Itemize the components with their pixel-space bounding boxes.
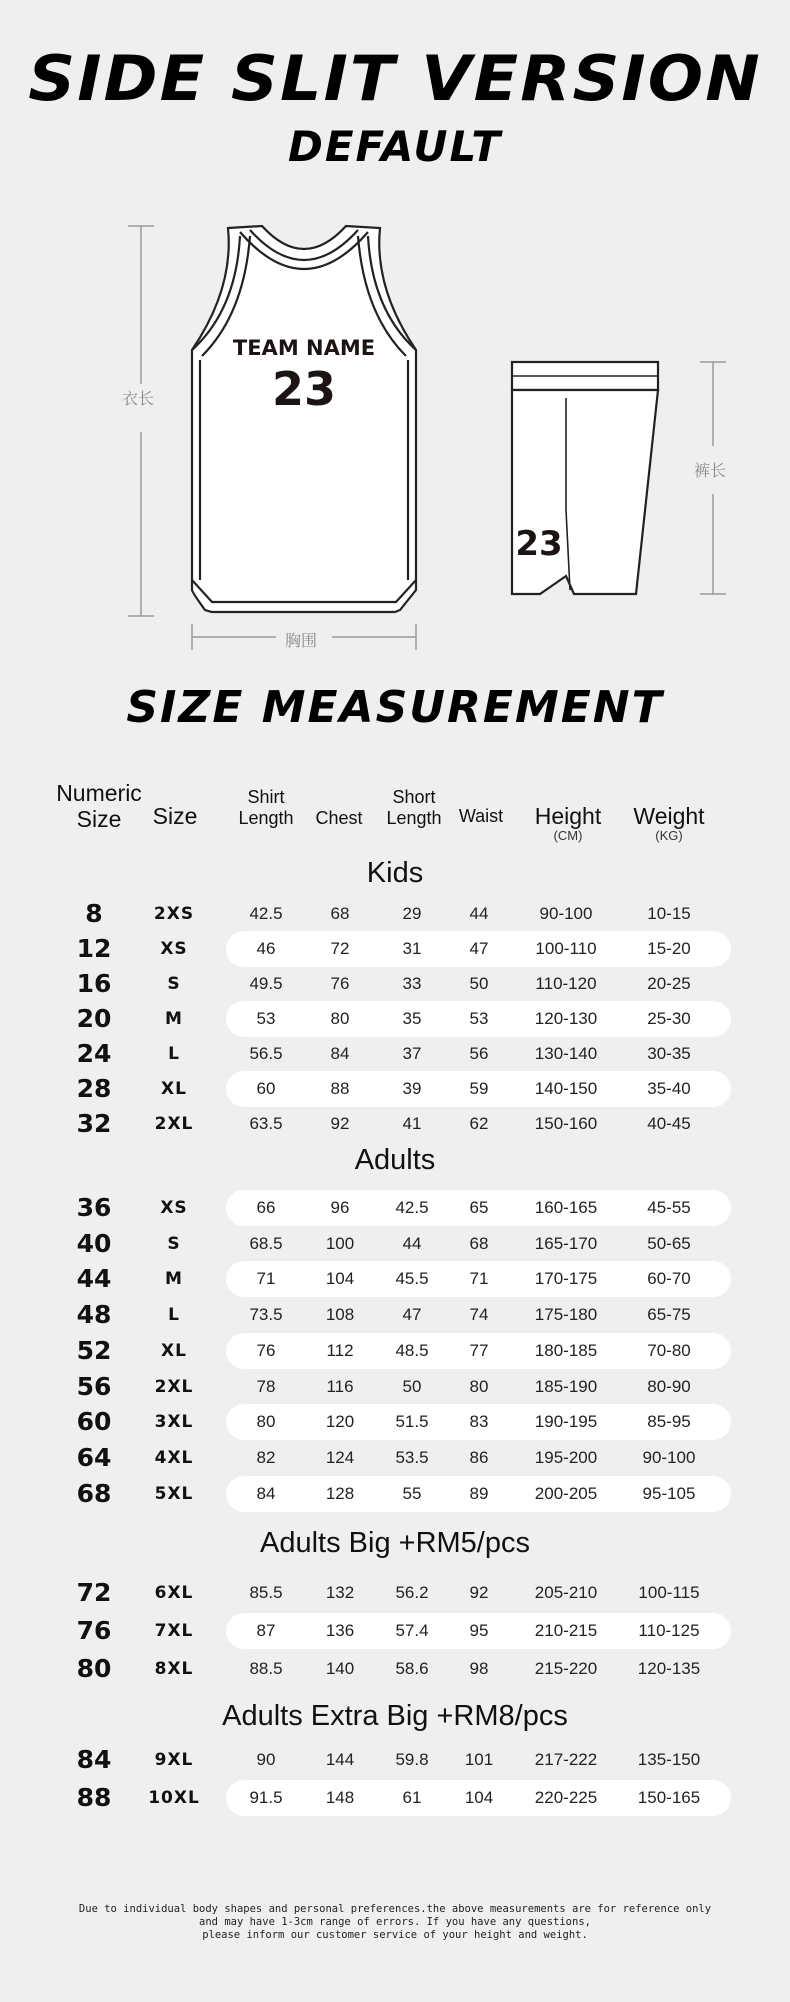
chest-cell: 104 [325, 1269, 355, 1289]
shirt-length-cell: 85.5 [249, 1583, 283, 1602]
weight-cell: 10-15 [647, 904, 691, 923]
waist-cell: 89 [469, 1483, 489, 1503]
numeric-size-cell: 88 [76, 1783, 112, 1812]
short-length-cell: 35 [402, 1009, 422, 1028]
table-row [0, 1476, 790, 1512]
jersey-team-name: TEAM NAME [232, 336, 376, 360]
numeric-size-cell: 48 [76, 1300, 112, 1330]
size-code-cell: M [165, 1269, 183, 1290]
section-title: Adults Extra Big +RM8/pcs [222, 1700, 568, 1732]
waist-cell: 77 [469, 1340, 489, 1360]
chest-cell: 76 [330, 974, 350, 993]
shorts-number: 23 [515, 524, 563, 564]
numeric-size-cell: 64 [76, 1442, 112, 1472]
chest-cell: 116 [326, 1376, 354, 1396]
short-length-cell: 41 [402, 1114, 422, 1133]
header-waist: Waist [458, 806, 504, 826]
height-cell: 110-120 [535, 974, 597, 993]
shirt-length-cell: 71 [256, 1269, 276, 1289]
shirt-length-cell: 60 [256, 1079, 276, 1098]
size-code-cell: XL [161, 1340, 187, 1361]
waist-cell: 74 [469, 1305, 489, 1325]
numeric-size-cell: 60 [76, 1407, 112, 1437]
short-length-cell: 33 [402, 974, 422, 993]
short-length-cell: 55 [402, 1483, 422, 1503]
size-code-cell: S [167, 1233, 181, 1254]
shirt-length-cell: 80 [256, 1412, 276, 1432]
height-cell: 120-130 [534, 1009, 598, 1028]
sub-title: DEFAULT [287, 122, 502, 171]
table-row [0, 1369, 790, 1405]
weight-cell: 45-55 [647, 1198, 691, 1217]
height-cell: 165-170 [534, 1233, 598, 1253]
chest-cell: 148 [325, 1788, 355, 1807]
weight-cell: 65-75 [647, 1305, 691, 1325]
table-row [0, 1071, 790, 1107]
height-cell: 190-195 [534, 1412, 598, 1432]
section-title: Adults Big +RM5/pcs [260, 1527, 530, 1559]
header-numeric-size: Numeric Size [56, 780, 142, 833]
chest-cell: 136 [325, 1621, 355, 1640]
weight-cell: 40-45 [647, 1114, 691, 1133]
short-length-cell: 31 [402, 939, 422, 958]
numeric-size-cell: 52 [76, 1335, 112, 1365]
pants-label: 裤长 [694, 461, 727, 480]
table-row [0, 1261, 790, 1297]
chest-cell: 144 [325, 1750, 355, 1769]
chest-cell: 140 [325, 1659, 355, 1678]
height-cell: 195-200 [534, 1447, 598, 1467]
weight-cell: 25-30 [647, 1009, 691, 1028]
shirt-length-cell: 66 [256, 1198, 276, 1217]
size-code-cell: S [167, 974, 181, 994]
waist-cell: 62 [469, 1114, 489, 1133]
size-code-cell: L [168, 1044, 180, 1064]
shirt-length-cell: 91.5 [249, 1788, 283, 1807]
section-title: Kids [366, 857, 424, 889]
section-title: Adults [354, 1144, 436, 1176]
size-code-cell: M [165, 1009, 183, 1029]
waist-cell: 104 [464, 1788, 494, 1807]
size-code-cell: 6XL [154, 1583, 194, 1603]
waist-cell: 47 [469, 939, 489, 958]
size-code-cell: XL [161, 1079, 187, 1099]
shirt-length-cell: 87 [256, 1621, 276, 1640]
table-row [0, 1333, 790, 1369]
size-code-cell: L [168, 1305, 180, 1326]
chest-cell: 112 [326, 1340, 354, 1360]
shirt-length-cell: 73.5 [249, 1305, 283, 1325]
table-row [0, 1106, 790, 1142]
numeric-size-cell: 40 [76, 1228, 112, 1258]
short-length-cell: 53.5 [395, 1447, 429, 1467]
table-row [0, 1001, 790, 1037]
waist-cell: 44 [469, 904, 489, 923]
weight-cell: 50-65 [647, 1233, 691, 1253]
short-length-cell: 58.6 [395, 1659, 429, 1678]
short-length-cell: 57.4 [395, 1621, 429, 1640]
weight-cell: 90-100 [642, 1447, 696, 1467]
table-row [0, 1036, 790, 1072]
waist-cell: 95 [469, 1621, 489, 1640]
header-size: Size [152, 803, 198, 829]
weight-cell: 80-90 [647, 1376, 691, 1396]
numeric-size-cell: 80 [76, 1654, 112, 1683]
shirt-length-cell: 68.5 [249, 1233, 283, 1253]
chest-cell: 124 [325, 1447, 355, 1467]
short-length-cell: 59.8 [395, 1750, 429, 1769]
weight-cell: 95-105 [642, 1483, 696, 1503]
shirt-length-cell: 82 [256, 1447, 276, 1467]
table-row [0, 1297, 790, 1333]
size-code-cell: 4XL [154, 1447, 194, 1468]
short-length-cell: 42.5 [395, 1198, 429, 1217]
size-code-cell: 2XS [153, 904, 195, 924]
chest-cell: 72 [330, 939, 350, 958]
waist-cell: 92 [469, 1583, 489, 1602]
shirt-length-cell: 84 [256, 1483, 276, 1503]
shirt-length-cell: 42.5 [249, 904, 283, 923]
waist-cell: 56 [469, 1044, 489, 1063]
table-row [0, 1575, 790, 1611]
waist-cell: 65 [469, 1198, 489, 1217]
table-row [0, 1404, 790, 1440]
size-code-cell: 7XL [154, 1621, 194, 1641]
table-row [0, 1440, 790, 1476]
short-length-cell: 51.5 [395, 1412, 429, 1432]
height-cell: 215-220 [534, 1659, 598, 1678]
short-length-cell: 39 [402, 1079, 422, 1098]
numeric-size-cell: 32 [76, 1109, 112, 1138]
numeric-size-cell: 12 [76, 934, 112, 963]
waist-cell: 83 [469, 1412, 489, 1432]
numeric-size-cell: 56 [76, 1371, 112, 1401]
size-code-cell: 9XL [154, 1750, 194, 1770]
chest-cell: 108 [325, 1305, 355, 1325]
height-cell: 150-160 [534, 1114, 598, 1133]
short-length-cell: 29 [402, 904, 422, 923]
numeric-size-cell: 16 [76, 969, 112, 998]
chest-label: 胸围 [285, 631, 318, 650]
height-cell: 90-100 [539, 904, 593, 923]
numeric-size-cell: 20 [76, 1004, 112, 1033]
chest-cell: 92 [330, 1114, 350, 1133]
size-code-cell: XS [160, 1198, 188, 1218]
height-cell: 175-180 [534, 1305, 598, 1325]
size-code-cell: 3XL [154, 1412, 194, 1433]
height-cell: 100-110 [535, 939, 597, 958]
weight-cell: 35-40 [647, 1079, 691, 1098]
chest-cell: 96 [330, 1198, 350, 1217]
weight-cell: 100-115 [638, 1583, 700, 1602]
waist-cell: 86 [469, 1447, 489, 1467]
shirt-length-cell: 78 [256, 1376, 276, 1396]
numeric-size-cell: 84 [76, 1745, 112, 1774]
height-cell: 185-190 [534, 1376, 598, 1396]
chest-cell: 132 [325, 1583, 355, 1602]
numeric-size-cell: 68 [76, 1478, 112, 1508]
weight-cell: 150-165 [637, 1788, 701, 1807]
numeric-size-cell: 24 [76, 1039, 112, 1068]
weight-cell: 15-20 [647, 939, 691, 958]
footer-note: Due to individual body shapes and personal preferences.the above measurements are for reference only and may have 1-3cm range of errors. If you have any questions, please inform our customer service of your height and weight. [78, 1903, 712, 1941]
table-row [0, 1780, 790, 1816]
chest-cell: 68 [330, 904, 350, 923]
short-length-cell: 50 [402, 1376, 422, 1396]
shirt-length-cell: 76 [256, 1340, 276, 1360]
size-code-cell: 2XL [154, 1376, 194, 1397]
numeric-size-cell: 44 [76, 1264, 112, 1294]
height-cell: 170-175 [534, 1269, 598, 1289]
length-label: 衣长 [122, 389, 155, 408]
waist-cell: 80 [469, 1376, 489, 1396]
table-row [0, 896, 790, 932]
weight-cell: 20-25 [647, 974, 691, 993]
weight-cell: 135-150 [637, 1750, 701, 1769]
waist-cell: 71 [469, 1269, 489, 1289]
height-cell: 217-222 [534, 1750, 598, 1769]
header-short-length: Short Length [386, 787, 442, 828]
table-row [0, 1613, 790, 1649]
size-code-cell: 2XL [154, 1114, 194, 1134]
waist-cell: 98 [469, 1659, 489, 1678]
short-length-cell: 45.5 [395, 1269, 429, 1289]
table-row [0, 1226, 790, 1262]
short-length-cell: 56.2 [395, 1583, 429, 1602]
weight-cell: 60-70 [647, 1269, 691, 1289]
shirt-length-cell: 49.5 [249, 974, 283, 993]
height-cell: 140-150 [534, 1079, 598, 1098]
weight-cell: 120-135 [637, 1659, 701, 1678]
chest-cell: 84 [330, 1044, 350, 1063]
main-title: SIDE SLIT VERSION [28, 42, 762, 115]
waist-cell: 59 [469, 1079, 489, 1098]
weight-cell: 110-125 [638, 1621, 700, 1640]
height-cell: 130-140 [534, 1044, 598, 1063]
shirt-length-cell: 90 [256, 1750, 276, 1769]
numeric-size-cell: 36 [76, 1193, 112, 1222]
header-chest: Chest [315, 808, 363, 828]
height-cell: 220-225 [534, 1788, 598, 1807]
weight-cell: 85-95 [647, 1412, 691, 1432]
numeric-size-cell: 28 [76, 1074, 112, 1103]
table-row [0, 1742, 790, 1778]
weight-cell: 30-35 [647, 1044, 691, 1063]
short-length-cell: 44 [402, 1233, 422, 1253]
height-cell: 180-185 [534, 1340, 598, 1360]
short-length-cell: 37 [402, 1044, 422, 1063]
table-row [0, 1190, 790, 1226]
chest-cell: 80 [330, 1009, 350, 1028]
shirt-length-cell: 46 [256, 939, 276, 958]
size-measurement-title: SIZE MEASUREMENT [126, 682, 664, 733]
chest-cell: 88 [330, 1079, 350, 1098]
waist-cell: 50 [469, 974, 489, 993]
shirt-length-cell: 63.5 [249, 1114, 283, 1133]
size-code-cell: 5XL [154, 1483, 194, 1504]
table-row [0, 966, 790, 1002]
size-code-cell: XS [160, 939, 188, 959]
height-cell: 210-215 [534, 1621, 598, 1640]
numeric-size-cell: 72 [76, 1578, 112, 1607]
header-height: Height (CM) [534, 803, 602, 844]
weight-cell: 70-80 [647, 1340, 691, 1360]
length-dimension-line [128, 226, 154, 616]
numeric-size-cell: 8 [85, 899, 103, 928]
numeric-size-cell: 76 [76, 1616, 112, 1645]
height-cell: 200-205 [534, 1483, 598, 1503]
chest-cell: 128 [325, 1483, 355, 1503]
shirt-length-cell: 56.5 [249, 1044, 283, 1063]
waist-cell: 68 [469, 1233, 489, 1253]
chest-cell: 120 [325, 1412, 355, 1432]
header-shirt-length: Shirt Length [238, 787, 294, 828]
table-row [0, 931, 790, 967]
height-cell: 160-165 [534, 1198, 598, 1217]
waist-cell: 101 [464, 1750, 494, 1769]
chest-cell: 100 [325, 1233, 355, 1253]
header-weight: Weight (KG) [633, 803, 705, 844]
size-code-cell: 8XL [154, 1659, 194, 1679]
garment-diagram [0, 210, 790, 660]
jersey-icon [192, 226, 416, 612]
size-code-cell: 10XL [148, 1788, 200, 1808]
shirt-length-cell: 53 [256, 1009, 276, 1028]
shirt-length-cell: 88.5 [249, 1659, 283, 1678]
short-length-cell: 48.5 [395, 1340, 429, 1360]
waist-cell: 53 [469, 1009, 489, 1028]
height-cell: 205-210 [534, 1583, 598, 1602]
jersey-number: 23 [271, 362, 336, 416]
short-length-cell: 61 [402, 1788, 422, 1807]
short-length-cell: 47 [402, 1305, 422, 1325]
table-row [0, 1651, 790, 1687]
